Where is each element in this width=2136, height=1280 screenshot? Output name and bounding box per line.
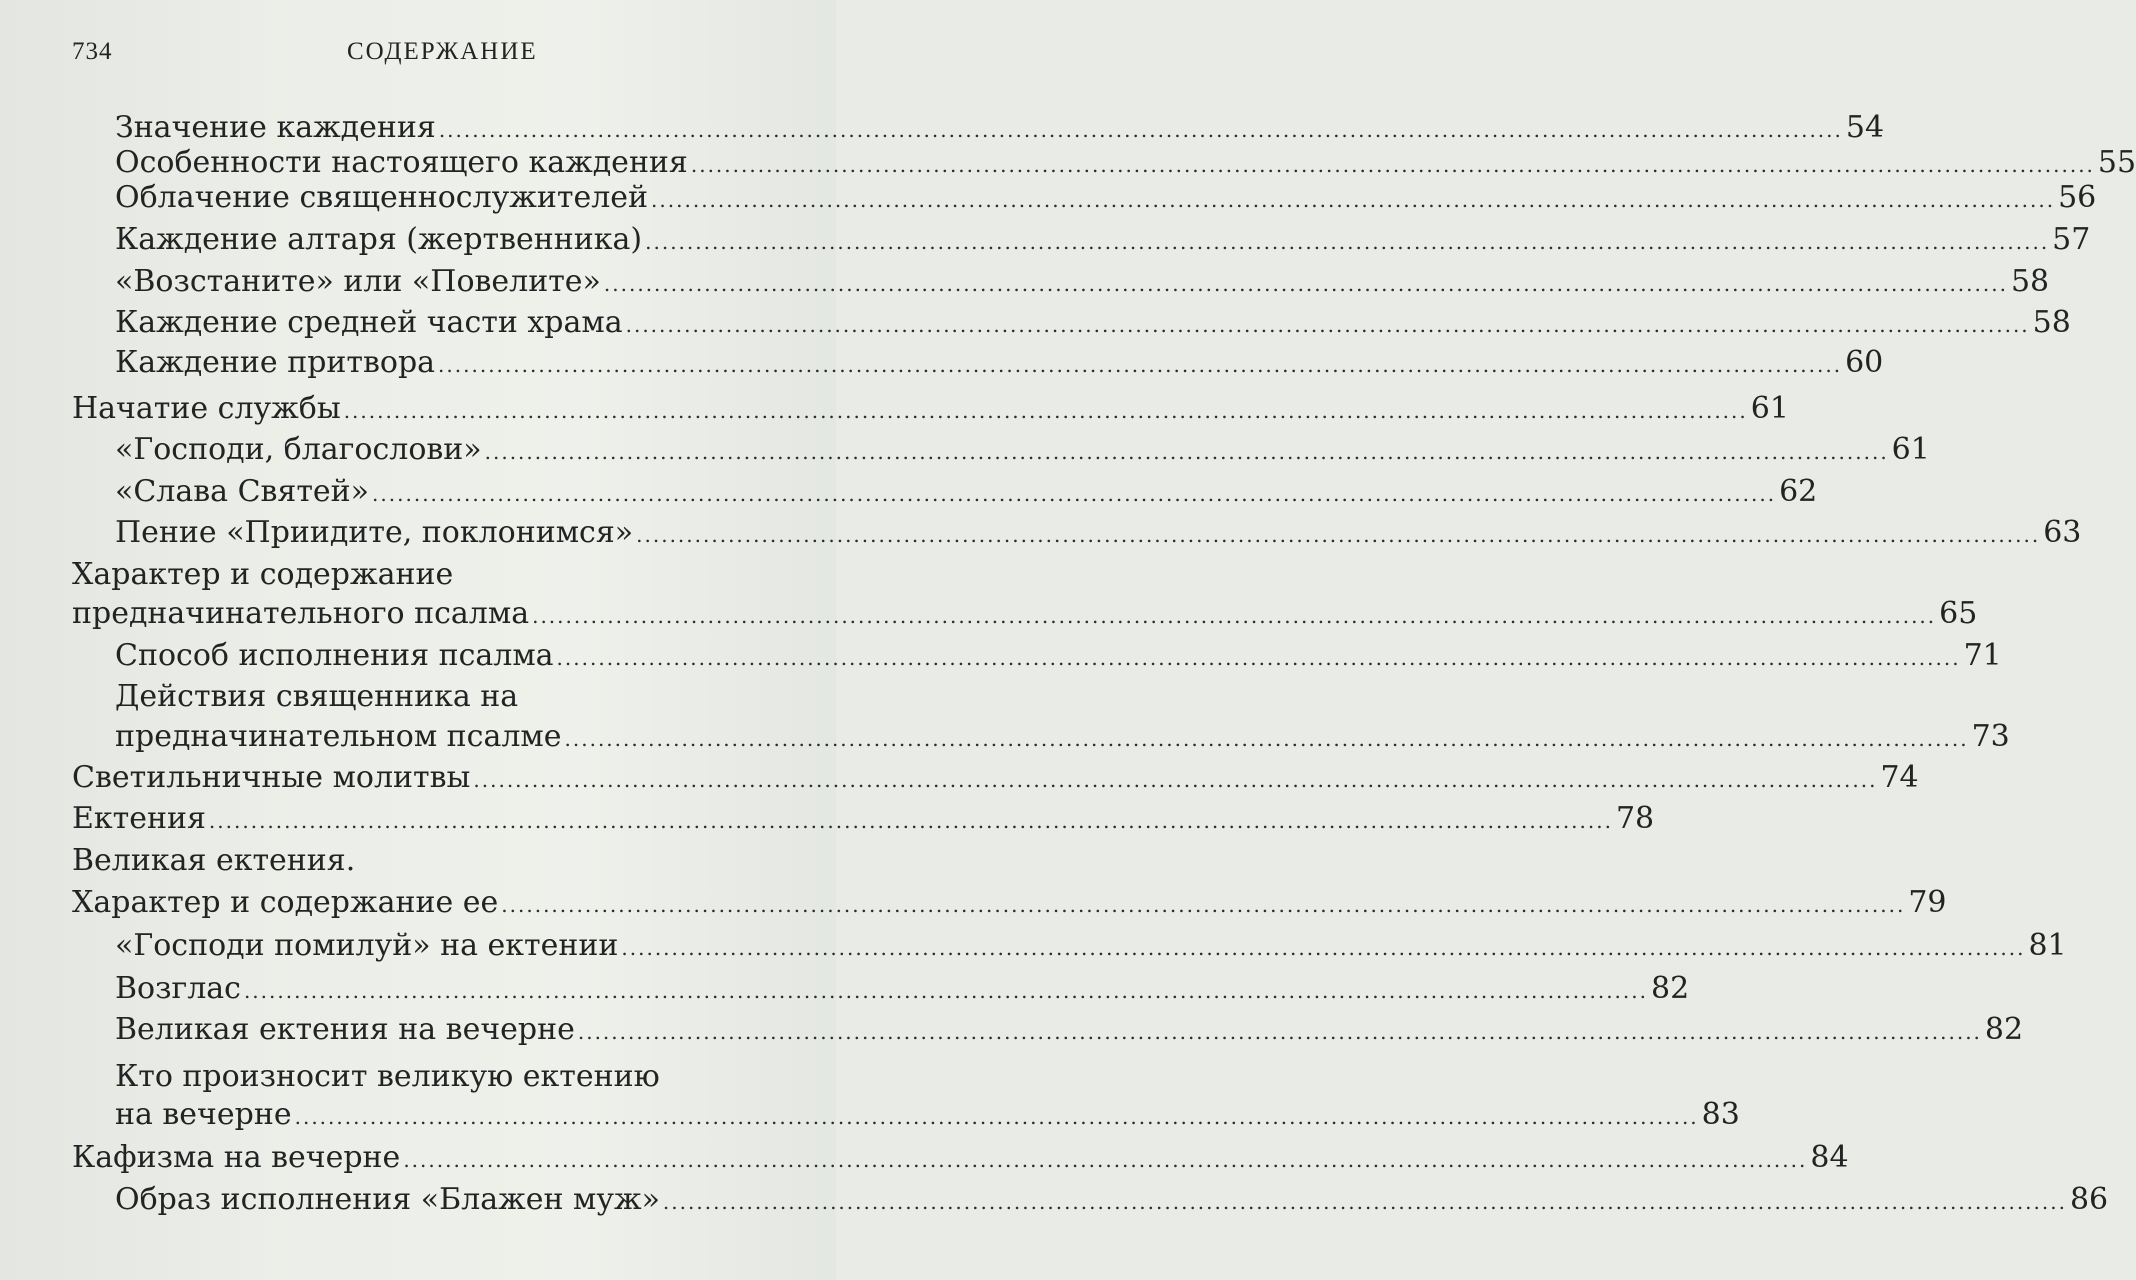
running-title: СОДЕРЖАНИЕ: [347, 38, 538, 65]
dot-leader: [651, 180, 2055, 220]
toc-entry-page: 82: [1984, 1012, 2024, 1047]
toc-entry-title-continued: на вечерне: [115, 1097, 292, 1132]
dot-leader: [626, 305, 2030, 345]
toc-entry-title: «Возстаните» или «Повелите»: [115, 264, 601, 299]
dot-leader: [645, 222, 2049, 262]
toc-entry: [115, 1010, 2024, 1052]
toc-entry: [115, 1095, 1740, 1137]
toc-entry-page: 63: [2043, 515, 2082, 550]
toc-entry-page: 55: [2097, 145, 2136, 180]
dot-leader: [209, 801, 1613, 841]
toc-entry: [115, 430, 1930, 472]
toc-entry-page: 81: [2028, 928, 2067, 963]
toc-entry: [72, 1138, 1849, 1180]
toc-entry-title: Начатие службы: [72, 391, 341, 426]
toc-entry-title: «Слава Святей»: [115, 474, 370, 509]
toc-entry-page: 84: [1810, 1140, 1849, 1175]
toc-entry: [115, 262, 2050, 304]
dot-leader: [501, 885, 1905, 925]
dot-leader: [295, 1097, 1699, 1137]
toc-entry-page: 58: [2010, 264, 2050, 299]
toc-section-heading: Великая ектения.: [72, 843, 356, 878]
dot-leader: [532, 596, 1936, 636]
toc-entry-page: 83: [1701, 1097, 1740, 1132]
toc-entry-title: Характер и содержание ее: [72, 885, 499, 920]
toc-entry: [115, 178, 2097, 220]
toc-entry-page: 86: [2069, 1182, 2109, 1217]
toc-entry-title: Каждение притвора: [115, 345, 436, 380]
toc-entry-page: 65: [1939, 596, 1978, 631]
dot-leader: [663, 1182, 2067, 1222]
toc-entry: [72, 758, 1919, 800]
toc-entry-title: Характер и содержание: [72, 557, 454, 592]
toc-entry: [115, 1180, 2109, 1222]
toc-entry-title: Каждение алтаря (жертвенника): [115, 222, 643, 257]
toc-entry-page: 58: [2032, 305, 2071, 340]
toc-entry-title: Особенности настоящего каждения: [115, 145, 688, 180]
toc-entry: [115, 303, 2071, 345]
toc-entry-title: Образ исполнения «Блажен муж»: [115, 1182, 660, 1217]
toc-entry: [115, 472, 1818, 514]
toc-entry-page: 61: [1750, 391, 1789, 426]
toc-entry-title-continued: предначинательном псалме: [115, 719, 562, 754]
toc-entry-title: Светильничные молитвы: [72, 760, 471, 795]
toc-entry-page: 56: [2058, 180, 2097, 215]
toc-entry-page: 79: [1908, 885, 1947, 920]
toc-entry-title: Кафизма на вечерне: [72, 1140, 401, 1175]
dot-leader: [691, 145, 2095, 185]
dot-leader: [438, 345, 1842, 385]
dot-leader: [604, 264, 2008, 304]
toc-entry: [72, 594, 1978, 636]
dot-leader: [485, 432, 1889, 472]
toc-entry-title: «Господи помилуй» на ектении: [115, 928, 619, 963]
toc-entry: [115, 220, 2091, 262]
toc-entry-title: Действия священника на: [115, 679, 519, 714]
toc-entry-title: Способ исполнения псалма: [115, 638, 554, 673]
toc-entry: [115, 717, 2010, 759]
dot-leader: [473, 760, 1877, 800]
toc-entry-page: 57: [2052, 222, 2091, 257]
toc-entry-page: 61: [1891, 432, 1930, 467]
toc-entry-page: 60: [1845, 345, 1884, 380]
page-number: 734: [72, 38, 113, 65]
toc-entry: [115, 926, 2067, 968]
dot-leader: [403, 1140, 1807, 1180]
toc-entry-title: Значение каждения: [115, 110, 436, 145]
dot-leader: [344, 391, 1748, 431]
toc-entry-page: 54: [1845, 110, 1885, 145]
dot-leader: [636, 515, 2040, 555]
dot-leader: [557, 638, 1961, 678]
toc-entry: [115, 636, 2002, 678]
toc-entry-title-continued: предначинательного псалма: [72, 596, 530, 631]
toc-entry-title: Облачение священнослужителей: [115, 180, 649, 215]
toc-entry-title: Великая ектения на вечерне: [115, 1012, 575, 1047]
toc-entry-page: 62: [1779, 474, 1818, 509]
dot-leader: [621, 928, 2025, 968]
toc-entry-title: Возглас: [115, 971, 241, 1006]
toc-entry: [115, 513, 2082, 555]
toc-entry-title: Пение «Приидите, поклонимся»: [115, 515, 634, 550]
toc-entry: [72, 799, 1655, 841]
toc-entry: [72, 883, 1947, 925]
toc-entry-page: 78: [1615, 801, 1655, 836]
toc-entry: [115, 969, 1690, 1011]
toc-entry-title: Каждение средней части храма: [115, 305, 623, 340]
dot-leader: [578, 1012, 1982, 1052]
toc-entry-page: 71: [1963, 638, 2002, 673]
toc-entry: [72, 389, 1789, 431]
toc-entry: [115, 343, 1884, 385]
toc-entry-title: Кто произносит великую ектению: [115, 1059, 660, 1094]
dot-leader: [244, 971, 1648, 1011]
toc-entry-page: 82: [1650, 971, 1690, 1006]
toc-entry-title: Ектения: [72, 801, 206, 836]
dot-leader: [565, 719, 1969, 759]
toc-entry-page: 74: [1880, 760, 1919, 795]
page-header: [72, 38, 796, 72]
dot-leader: [372, 474, 1776, 514]
toc-entry-title: «Господи, благослови»: [115, 432, 482, 467]
toc-entry-page: 73: [1971, 719, 2010, 754]
